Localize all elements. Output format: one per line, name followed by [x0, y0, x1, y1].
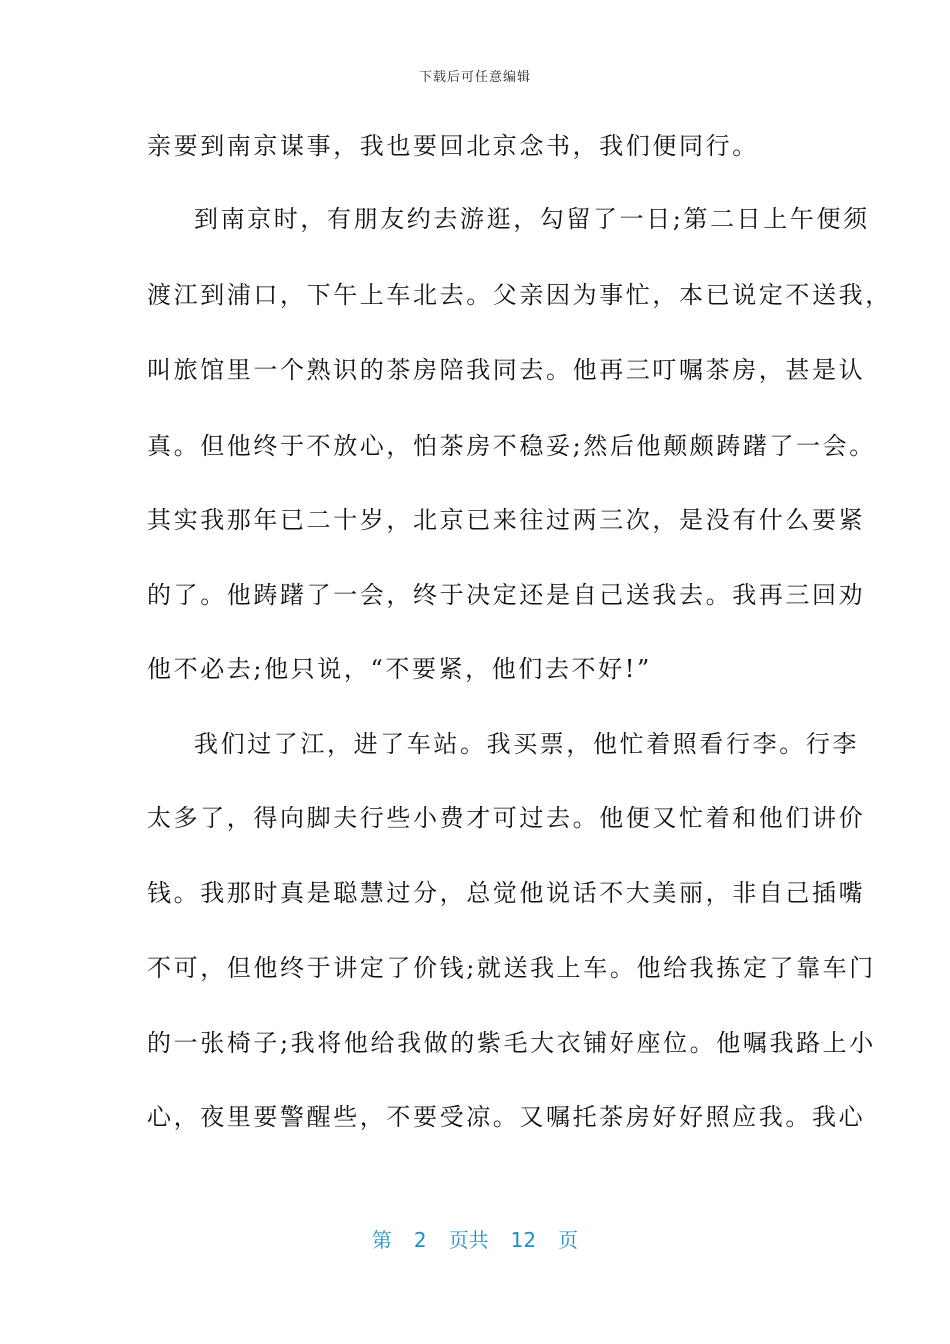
- text-line: 到南京时，有朋友约去游逛，勾留了一日;第二日上午便须: [194, 205, 870, 233]
- text-line: 心，夜里要警醒些，不要受凉。又嘱托茶房好好照应我。我心: [147, 1103, 866, 1131]
- footer-middle: 页共: [448, 1228, 489, 1252]
- footer-prefix: 第: [371, 1228, 392, 1252]
- text-line: 太多了，得向脚夫行些小费才可过去。他便又忙着和他们讲价: [147, 804, 866, 832]
- text-line: 其实我那年已二十岁，北京已来往过两三次，是没有什么要紧: [147, 506, 866, 534]
- text-line: 的一张椅子;我将他给我做的紫毛大衣铺好座位。他嘱我路上小: [147, 1029, 876, 1057]
- text-line: 钱。我那时真是聪慧过分，总觉他说话不大美丽，非自己插嘴: [147, 879, 866, 907]
- text-line: 真。但他终于不放心，怕茶房不稳妥;然后他颠颇踌躇了一会。: [147, 432, 876, 460]
- footer-total-pages: 12: [510, 1228, 537, 1252]
- text-line: 亲要到南京谋事，我也要回北京念书，我们便同行。: [147, 132, 759, 160]
- page-header-note: 下载后可任意编辑: [418, 70, 531, 85]
- text-line: 渡江到浦口，下午上车北去。父亲因为事忙，本已说定不送我，: [147, 281, 892, 309]
- footer-suffix: 页: [558, 1228, 579, 1252]
- footer-page-number: 2: [413, 1228, 427, 1252]
- page-footer: [0, 1224, 950, 1253]
- text-line: 他不必去;他只说，“不要紧，他们去不好!”: [147, 655, 652, 683]
- text-line: 不可，但他终于讲定了价钱;就送我上车。他给我拣定了靠车门: [147, 954, 876, 982]
- text-line: 的了。他踌躇了一会，终于决定还是自己送我去。我再三回劝: [147, 581, 866, 609]
- text-line: 叫旅馆里一个熟识的茶房陪我同去。他再三叮嘱茶房，甚是认: [147, 356, 866, 384]
- text-line: 我们过了江，进了车站。我买票，他忙着照看行李。行李: [194, 730, 859, 758]
